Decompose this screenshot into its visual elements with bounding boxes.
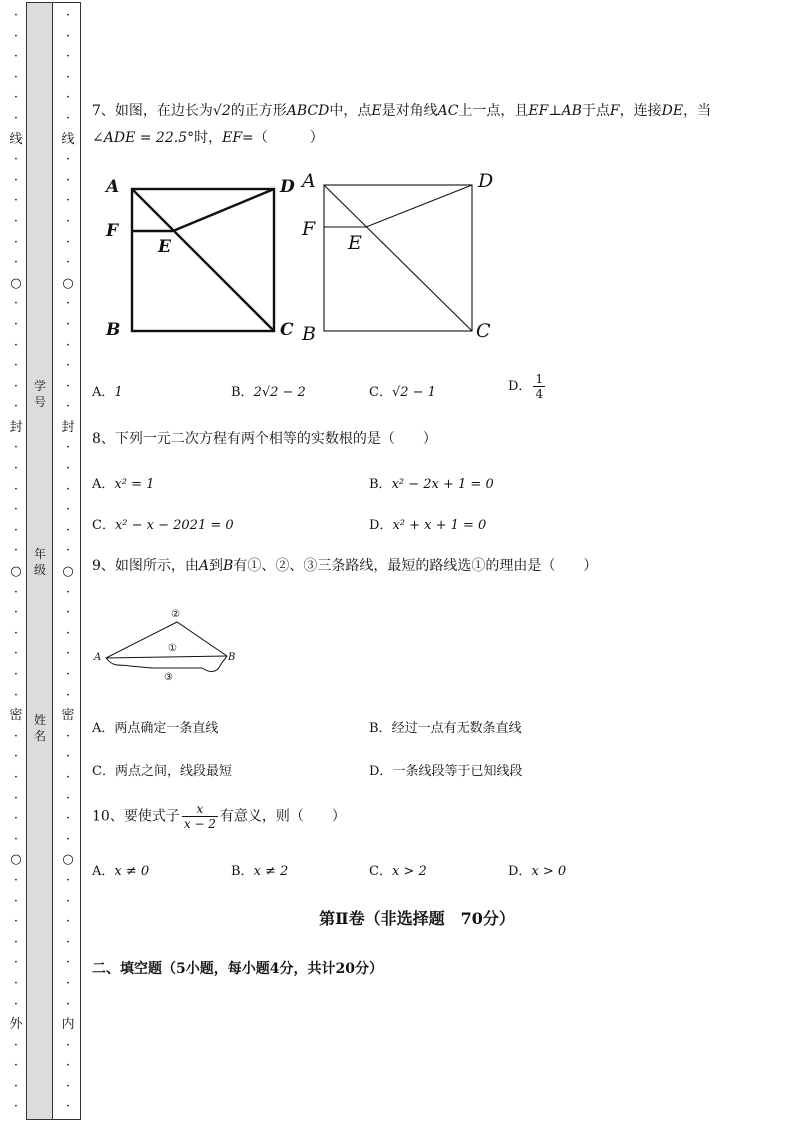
right-dot: · <box>65 90 71 106</box>
right-dot-column <box>60 6 76 1118</box>
right-dot: · <box>65 399 71 415</box>
right-dot: · <box>65 172 71 188</box>
right-dot: · <box>65 69 71 85</box>
left-dot: · <box>13 543 19 559</box>
section-title: 第Ⅱ卷（非选择题 70分） <box>319 909 515 928</box>
left-dot: · <box>13 193 19 209</box>
left-dot: · <box>13 1078 19 1094</box>
left-dot: · <box>13 296 19 312</box>
left-dot: · <box>13 584 19 600</box>
route-point-a: A <box>94 652 102 663</box>
right-seal-mark: 密 <box>61 708 75 724</box>
right-dot: · <box>65 955 71 971</box>
label-b: B <box>106 320 121 340</box>
right-dot: · <box>65 667 71 682</box>
right-dot: · <box>65 378 71 394</box>
route-point-b: B <box>228 652 236 663</box>
right-dot: · <box>65 481 71 497</box>
right-dot: · <box>65 1037 71 1053</box>
route-1 <box>106 656 227 658</box>
right-dot: · <box>65 584 71 600</box>
left-dot: · <box>13 110 19 126</box>
right-seal-mark: ○ <box>62 852 74 868</box>
label-a: A <box>106 177 120 197</box>
label-f: F <box>106 221 119 241</box>
label-c: C <box>280 320 294 340</box>
q8-option-c[interactable]: C．x² − x − 2021 = 0 <box>92 518 234 533</box>
right-dot: · <box>65 152 71 168</box>
right-dot: · <box>65 769 71 785</box>
label-d: D <box>280 177 295 197</box>
right-dot: · <box>65 49 71 65</box>
right-dot: · <box>65 893 71 909</box>
right-dot: · <box>65 522 71 538</box>
left-dot: · <box>13 914 19 930</box>
right-dot: · <box>65 213 71 229</box>
left-dot: · <box>13 234 19 250</box>
left-seal-mark: ○ <box>10 564 22 580</box>
right-dot: · <box>65 1099 71 1115</box>
left-dot-column <box>8 6 24 1118</box>
left-seal-mark: 密 <box>9 708 23 724</box>
student-number-label: 学号 <box>33 379 46 409</box>
right-dot: · <box>65 687 71 703</box>
route-label-1: ① <box>168 643 177 654</box>
left-dot: · <box>13 605 19 621</box>
left-dot: · <box>13 646 19 662</box>
right-dot: · <box>65 543 71 559</box>
q10-option-a[interactable]: A．x ≠ 0 <box>92 864 150 879</box>
label-e: E <box>158 237 171 257</box>
binding-margin <box>0 0 82 1123</box>
right-dot: · <box>65 914 71 930</box>
label-e-thin: E <box>348 232 362 254</box>
label-f-thin: F <box>302 218 316 240</box>
left-dot: · <box>13 975 19 991</box>
left-dot: · <box>13 728 19 744</box>
q10-option-c[interactable]: C．x > 2 <box>369 864 427 879</box>
left-dot: · <box>13 28 19 44</box>
right-dot: · <box>65 625 71 641</box>
left-dot: · <box>13 461 19 477</box>
left-dot: · <box>13 749 19 765</box>
segment-ed-thin <box>366 185 472 227</box>
right-dot: · <box>65 728 71 744</box>
route-2 <box>106 622 227 658</box>
q7-option-a[interactable]: A．1 <box>92 385 123 400</box>
right-seal-mark: ○ <box>62 564 74 580</box>
left-dot: · <box>13 687 19 703</box>
route-label-2: ② <box>171 609 180 620</box>
q8-option-d[interactable]: D．x² + x + 1 = 0 <box>369 518 487 533</box>
right-dot: · <box>65 440 71 456</box>
left-seal-mark: 外 <box>9 1017 23 1033</box>
left-seal-mark: 封 <box>9 419 23 435</box>
q9-option-b[interactable]: B．经过一点有无数条直线 <box>369 721 522 736</box>
left-seal-mark: ○ <box>10 852 22 868</box>
diagonal-ac <box>132 189 274 331</box>
right-dot: · <box>65 337 71 353</box>
right-dot: · <box>65 502 71 518</box>
left-dot: · <box>13 172 19 188</box>
question-7: 7、如图，在边长为√2的正方形ABCD中，点E是对角线AC上一点，且EF⊥AB于点F，连接DE，当 <box>92 103 712 119</box>
left-dot: · <box>13 481 19 497</box>
right-seal-mark: ○ <box>62 275 74 291</box>
left-dot: · <box>13 378 19 394</box>
grade-label: 年级 <box>33 547 46 577</box>
right-dot: · <box>65 872 71 888</box>
q9-option-c[interactable]: C．两点之间，线段最短 <box>92 764 232 779</box>
left-dot: · <box>13 831 19 847</box>
left-dot: · <box>13 955 19 971</box>
left-dot: · <box>13 625 19 641</box>
question-8: 8、下列一元二次方程有两个相等的实数根的是（ ） <box>92 431 437 447</box>
name-label: 姓名 <box>33 713 46 743</box>
left-dot: · <box>13 811 19 827</box>
q7-figure-thin <box>298 165 518 350</box>
left-seal-mark: ○ <box>10 275 22 291</box>
right-dot: · <box>65 1058 71 1074</box>
right-dot: · <box>65 996 71 1012</box>
q7-figure-bold <box>102 170 302 345</box>
left-dot: · <box>13 440 19 456</box>
left-dot: · <box>13 316 19 332</box>
label-a-thin: A <box>302 170 316 192</box>
part-title: 二、填空题（5小题，每小题4分，共计20分） <box>92 961 383 977</box>
left-dot: · <box>13 934 19 950</box>
q7-option-b[interactable]: B．2√2 − 2 <box>231 385 306 400</box>
right-dot: · <box>65 28 71 44</box>
left-dot: · <box>13 667 19 682</box>
left-dot: · <box>13 1099 19 1115</box>
left-dot: · <box>13 769 19 785</box>
right-seal-mark: 内 <box>61 1017 75 1033</box>
right-dot: · <box>65 831 71 847</box>
left-dot: · <box>13 1037 19 1053</box>
question-10: 10、要使式子 $\frac{x}{x - 2}$ 有意义，则（ ） <box>92 802 346 831</box>
left-dot: · <box>13 502 19 518</box>
right-dot: · <box>65 975 71 991</box>
left-dot: · <box>13 358 19 374</box>
left-dot: · <box>13 8 19 23</box>
left-dot: · <box>13 69 19 85</box>
route-3 <box>106 656 227 672</box>
label-b-thin: B <box>302 323 316 345</box>
right-dot: · <box>65 605 71 621</box>
right-seal-mark: 线 <box>61 131 75 147</box>
q10-option-b[interactable]: B．x ≠ 2 <box>231 864 289 879</box>
question-9: 9、如图所示，由A到B有①、②、③三条路线，最短的路线选①的理由是（ ） <box>92 558 598 574</box>
left-dot: · <box>13 399 19 415</box>
left-dot: · <box>13 522 19 538</box>
right-dot: · <box>65 296 71 312</box>
left-dot: · <box>13 872 19 888</box>
q7-option-d[interactable]: D． $\frac{1}{4}$ <box>508 372 544 401</box>
q8-option-a[interactable]: A．x² = 1 <box>92 477 155 492</box>
left-seal-mark: 线 <box>9 131 23 147</box>
q9-route-figure <box>92 600 252 690</box>
left-dot: · <box>13 996 19 1012</box>
q8-option-b[interactable]: B．x² − 2x + 1 = 0 <box>369 477 494 492</box>
right-dot: · <box>65 193 71 209</box>
right-dot: · <box>65 790 71 806</box>
label-c-thin: C <box>476 320 491 342</box>
left-dot: · <box>13 893 19 909</box>
right-dot: · <box>65 255 71 271</box>
left-dot: · <box>13 1058 19 1074</box>
right-dot: · <box>65 461 71 477</box>
left-dot: · <box>13 90 19 106</box>
q9-option-d[interactable]: D．一条线段等于已知线段 <box>369 764 523 779</box>
right-dot: · <box>65 110 71 126</box>
diagonal-ac-thin <box>324 185 472 331</box>
left-dot: · <box>13 337 19 353</box>
right-seal-mark: 封 <box>61 419 75 435</box>
left-dot: · <box>13 213 19 229</box>
label-d-thin: D <box>478 170 494 192</box>
right-dot: · <box>65 1078 71 1094</box>
right-dot: · <box>65 234 71 250</box>
segment-ed <box>173 189 274 231</box>
q7-option-c[interactable]: C．√2 − 1 <box>369 385 436 400</box>
right-dot: · <box>65 934 71 950</box>
left-dot: · <box>13 49 19 65</box>
question-7-line2: ∠ADE = 22.5°时，EF=（ ） <box>92 130 324 146</box>
right-dot: · <box>65 646 71 662</box>
left-dot: · <box>13 255 19 271</box>
q9-option-a[interactable]: A．两点确定一条直线 <box>92 721 219 736</box>
right-dot: · <box>65 749 71 765</box>
right-dot: · <box>65 358 71 374</box>
right-dot: · <box>65 316 71 332</box>
left-dot: · <box>13 790 19 806</box>
left-dot: · <box>13 152 19 168</box>
q10-option-d[interactable]: D．x > 0 <box>508 864 567 879</box>
right-dot: · <box>65 8 71 23</box>
right-dot: · <box>65 811 71 827</box>
route-label-3: ③ <box>164 672 173 683</box>
